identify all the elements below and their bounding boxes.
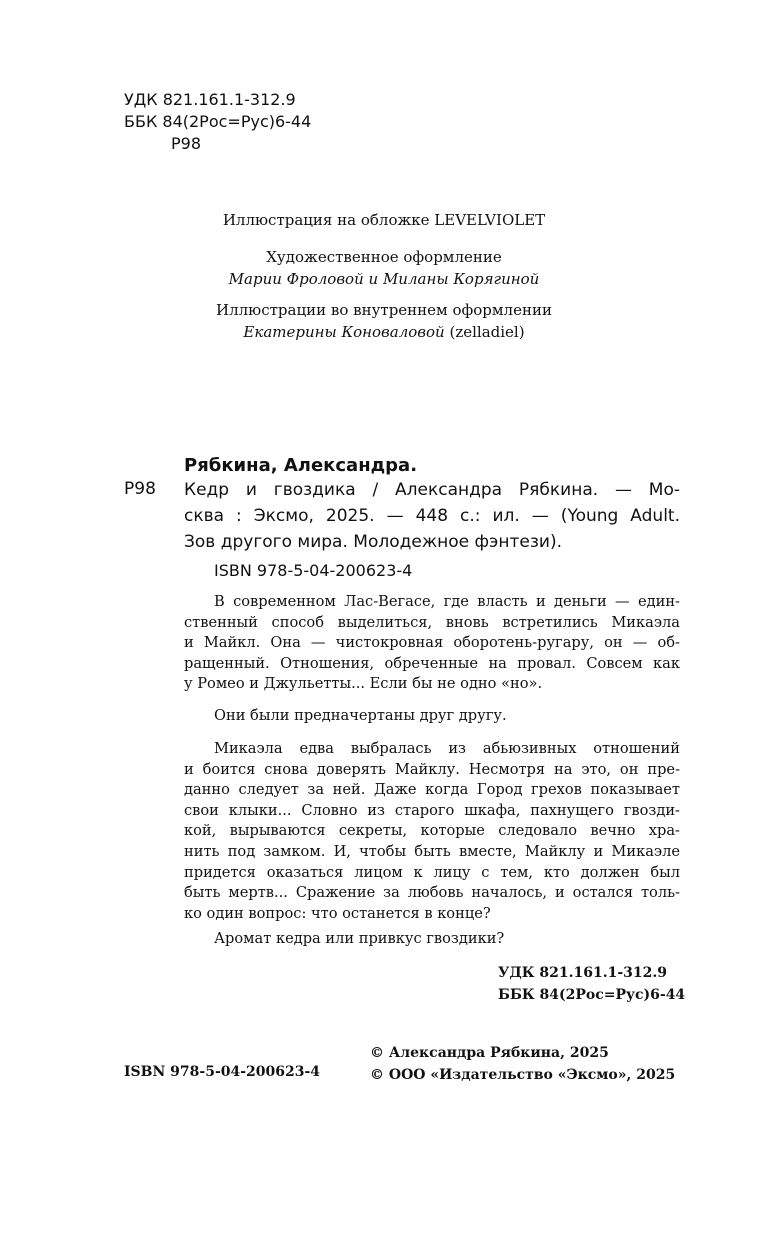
cutter-code: Р98 — [171, 134, 202, 153]
catalog-top — [124, 89, 311, 155]
text-line: свои клыки... Словно из старого шкафа, пахнущего гвозди- — [184, 801, 680, 819]
text-line: Аромат кедра или привкус гвоздики? — [214, 930, 505, 947]
text-line: придется оказаться лицом к лицу с тем, кто должен был — [184, 863, 680, 881]
text-line: Они были предначертаны друг другу. — [214, 707, 507, 724]
copyright-publisher: © ООО «Издательство «Эксмо», 2025 — [370, 1067, 676, 1083]
inner-credit-alias: (zelladiel) — [444, 323, 525, 341]
text-line: данно следует за ней. Даже когда Город грехов показывает — [184, 781, 680, 799]
bbk-code: ББК 84(2Рос=Рус)6-44 — [124, 112, 312, 131]
annotation-paragraph-4 — [184, 929, 680, 950]
text-line: и Майкл. Она — чистокровная оборотень-ругару, он — об- — [184, 634, 680, 652]
annotation-paragraph-2 — [184, 706, 680, 727]
copyright-block — [370, 1042, 675, 1086]
text-line: ственный способ выделиться, вновь встретились Микаэла — [184, 613, 680, 631]
bbk-code-bottom: ББК 84(2Рос=Рус)6-44 — [498, 987, 686, 1003]
isbn-bottom: ISBN 978-5-04-200623-4 — [124, 1064, 321, 1080]
design-credit — [0, 246, 768, 290]
bib-line: сква : Эксмо, 2025. — 448 с.: ил. — (Young Adult. — [184, 506, 680, 526]
annotation-paragraph-1 — [184, 592, 680, 695]
udk-code-bottom: УДК 821.161.1-312.9 — [498, 965, 668, 981]
text-line: В современном Лас-Вегасе, где власть и деньги — един- — [214, 593, 680, 610]
inner-illustration-credit — [0, 299, 768, 343]
text-line: быть мертв... Сражение за любовь началось, и остался толь- — [184, 884, 680, 902]
bib-line: Кедр и гвоздика / Александра Рябкина. — Мо- — [184, 480, 680, 500]
bibliographic-description — [184, 477, 680, 555]
text-line: ко один вопрос: что останется в конце? — [184, 904, 491, 922]
text-line: у Ромео и Джульетты... Если бы не одно «но». — [184, 675, 543, 693]
text-line: кой, вырываются секреты, которые следовало вечно хра- — [184, 822, 680, 840]
bib-line: Зов другого мира. Молодежное фэнтези). — [184, 532, 562, 552]
cover-credit — [0, 209, 768, 231]
design-credit-names: Марии Фроловой и Миланы Корягиной — [228, 270, 540, 288]
inner-credit-line — [0, 321, 768, 343]
copyright-author: © Александра Рябкина, 2025 — [370, 1045, 609, 1061]
udk-code: УДК 821.161.1-312.9 — [124, 90, 296, 109]
catalog-bottom — [498, 962, 685, 1006]
annotation-paragraph-3 — [184, 739, 680, 924]
author-heading: Рябкина, Александра. — [184, 455, 418, 476]
text-line: нить под замком. И, чтобы быть вместе, Майклу и Микаэле — [184, 842, 680, 860]
text-line: Микаэла едва выбралась из абьюзивных отношений — [214, 740, 680, 757]
design-credit-title: Художественное оформление — [266, 248, 502, 266]
inner-credit-title: Иллюстрации во внутреннем оформлении — [216, 301, 552, 319]
text-line: ращенный. Отношения, обреченные на провал. Совсем как — [184, 654, 680, 672]
inner-credit-name: Екатерины Коноваловой — [243, 323, 445, 341]
cover-illustration-credit: Иллюстрация на обложке LEVELVIOLET — [222, 211, 546, 229]
cutter-code-margin: Р98 — [124, 479, 156, 499]
text-line: и боится снова доверять Майклу. Несмотря на это, он пре- — [184, 760, 680, 778]
isbn-main: ISBN 978-5-04-200623-4 — [214, 561, 413, 580]
